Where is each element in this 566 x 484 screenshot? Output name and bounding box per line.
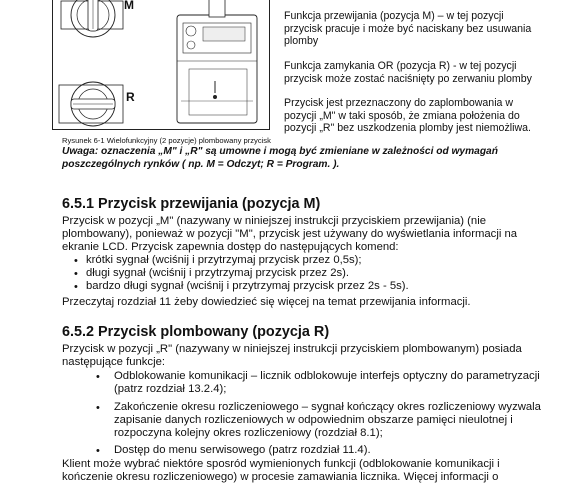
text-line: Przycisk w pozycji „R" (nazywany w niniejszej instrukcji przyciskiem plombowanym) posiada bbox=[62, 343, 522, 355]
button-m-drawing bbox=[61, 0, 123, 37]
bullet-dot: • bbox=[96, 402, 100, 414]
section-651-outro: Przeczytaj rozdział 11 żeby dowiedzieć się więcej na temat przewijania informacji. bbox=[62, 296, 471, 308]
section-heading-651: 6.5.1 Przycisk przewijania (pozycja M) bbox=[62, 196, 321, 212]
button-r-drawing bbox=[59, 82, 123, 126]
text-line: Funkcja zamykania OR (pozycja R) - w tej pozycji bbox=[284, 60, 517, 72]
text-line: Przycisk jest przeznaczony do zaplombowania w bbox=[284, 97, 514, 109]
side-paragraph-1 bbox=[284, 10, 556, 48]
text-line: ekranie LCD. Przycisk zapewnia dostęp do następujących komend: bbox=[62, 241, 399, 254]
list-item: długi sygnał (wciśnij i przytrzymaj przycisk przez 2s). bbox=[86, 267, 350, 279]
text-line: następujące funkcje: bbox=[62, 356, 165, 369]
text-line: przycisk pracuje i może być naciskany bez usuwania bbox=[284, 22, 532, 35]
text-line: Uwaga: oznaczenia „M" i „R" są umowne i mogą być zmieniane w zależności od wymagań bbox=[62, 146, 498, 157]
text-line: poszczególnych rynków ( np. M = Odczyt; R = Program. ). bbox=[62, 158, 340, 170]
bullet-dot: • bbox=[74, 281, 78, 293]
meter-body-drawing bbox=[177, 0, 257, 123]
text-line: plombowany), ponieważ w pozycji "M", przycisk jest używany do wyświetlania informacji na bbox=[62, 228, 518, 241]
bullet-dot: • bbox=[96, 445, 100, 457]
figure-frame bbox=[52, 0, 270, 130]
section-652-outro bbox=[62, 458, 558, 484]
list-item: bardzo długi sygnał (wciśnij i przytrzymaj przycisk przez 2s - 5s). bbox=[86, 280, 409, 292]
section-heading-652: 6.5.2 Przycisk plombowany (pozycja R) bbox=[62, 324, 330, 340]
note-text bbox=[62, 146, 562, 171]
side-paragraph-2 bbox=[284, 60, 556, 85]
bullet-dot: • bbox=[74, 268, 78, 280]
text-line: plomby bbox=[284, 35, 319, 48]
text-line: przycisk może zostać naciśnięty po zerwaniu plomby bbox=[284, 72, 532, 85]
figure-caption: Rysunek 6-1 Wielofunkcyjny (2 pozycje) plombowany przycisk bbox=[62, 136, 271, 145]
side-paragraph-3 bbox=[284, 97, 556, 135]
text-line: (patrz rozdział 13.2.4); bbox=[114, 383, 227, 396]
section-652-intro bbox=[62, 343, 558, 369]
text-line: pozycji „M" w taki sposób, że zmiana położenia do bbox=[284, 109, 520, 122]
bullet-dot: • bbox=[74, 255, 78, 267]
label-r: R bbox=[126, 90, 135, 104]
section-651-intro bbox=[62, 215, 558, 254]
text-line: Zakończenie okresu rozliczeniowego – sygnał kończący okres rozliczeniowy wyzwala bbox=[114, 401, 541, 413]
text-line: rozpoczyna kolejny okres rozliczeniowy (rozdział 8.1); bbox=[114, 427, 383, 440]
list-item bbox=[114, 401, 562, 440]
meter-diagram bbox=[53, 0, 269, 129]
list-item bbox=[114, 370, 562, 396]
text-line: pozycji „R" bez uszkodzenia plomby jest niemożliwa. bbox=[284, 122, 531, 135]
text-line: zapisanie danych rozliczeniowych w odpowiednim obszarze pamięci nieulotnej i bbox=[114, 414, 513, 427]
text-line: Przycisk w pozycji „M" (nazywany w niniejszej instrukcji przyciskiem przewijania) (nie bbox=[62, 215, 486, 227]
text-line: Klient może wybrać niektóre sposród wymienionych funkcji (odblokowanie komunikacji i bbox=[62, 458, 500, 470]
text-line: Odblokowanie komunikacji – licznik odblokowuje interfejs optyczny do parametryzacji bbox=[114, 370, 540, 382]
text-line: kończenie okresu rozliczeniowego) w procesie zamawiania licznika. Więcej informacji o bbox=[62, 471, 499, 484]
list-item: Dostęp do menu serwisowego (patrz rozdział 11.4). bbox=[114, 444, 371, 456]
bullet-dot: • bbox=[96, 371, 100, 383]
text-line: Funkcja przewijania (pozycja M) – w tej pozycji bbox=[284, 10, 504, 22]
list-item: krótki sygnał (wciśnij i przytrzymaj przycisk przez 0,5s); bbox=[86, 254, 362, 266]
label-m: M bbox=[124, 0, 134, 12]
